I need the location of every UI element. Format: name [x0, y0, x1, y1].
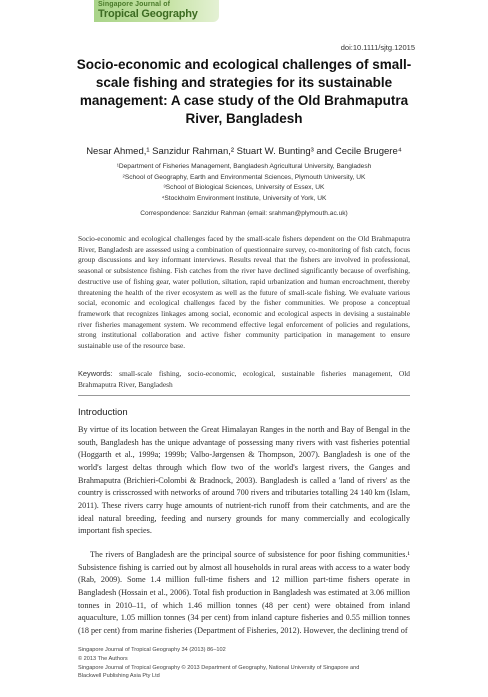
affiliation-1: ¹Department of Fisheries Management, Bangladesh Agricultural University, Bangladesh: [116, 163, 372, 170]
footer-publisher-1: Singapore Journal of Tropical Geography © 2013 Department of Geography, National University of Singapore and: [78, 664, 360, 671]
keywords: [78, 369, 410, 390]
journal-logo-line1: Singapore Journal of: [98, 1, 171, 8]
keywords-label: Keywords:: [78, 369, 113, 378]
affiliation-2: ²School of Geography, Earth and Environmental Sciences, Plymouth University, UK: [122, 173, 366, 181]
journal-logo-line2: Tropical Geography: [98, 8, 198, 20]
page-footer: [78, 646, 418, 681]
affiliations: [40, 162, 448, 204]
journal-logo: [94, 0, 219, 22]
footer-citation: Singapore Journal of Tropical Geography 34 (2013) 86–102: [78, 647, 226, 653]
author-list: Nesar Ahmed,¹ Sanzidur Rahman,² Stuart W. Bunting³ and Cecile Brugere⁴: [86, 146, 402, 157]
footer-copyright: © 2013 The Authors: [78, 655, 128, 662]
doi[interactable]: doi:10.1111/sjtg.12015: [340, 43, 415, 52]
correspondence: Correspondence: Sanzidur Rahman (email: srahman@plymouth.ac.uk): [140, 210, 348, 217]
affiliation-4: ⁴Stockholm Environment Institute, University of York, UK: [161, 194, 327, 202]
section-divider: [78, 395, 410, 396]
footer-publisher-2: Blackwell Publishing Asia Pty Ltd: [78, 673, 160, 680]
intro-paragraph-2: The rivers of Bangladesh are the principal source of subsistence for poor fishing communities.¹ Subsistence fishing is carried out by almost all households in rural areas with access to a water body (Rab, 2009). Some 1.4 million full-time fishers and 12 million part-time fishers operate in Bangladesh (Hossain et al., 2006). Total fish production in Bangladesh was estimated at 3.06 million tonnes in 2010–11, of which 1.46 million tonnes (48 per cent) were obtained from inland aquaculture, 1.05 million tonnes (34 per cent) from inland capture fisheries and 0.55 million tonnes (18 per cent) from marine fisheries (Department of Fisheries, 2012). However, the declining trend of: [78, 550, 410, 635]
abstract: Socio-economic and ecological challenges faced by the small-scale fishers dependent on the Old Brahmaputra River, Bangladesh are assessed using a combination of questionnaire survey, co-monitoring of fish catch, focus group discussions and key informant interviews. Results reveal that the fishers are involved in professional, seasonal or subsistence fishing. Fish catches from the river have declined significantly because of overfishing, destructive use of fishing gear, water pollution, siltation, rapid urbanization and human encroachment, thereby threatening the health of the river ecosystem as well as the future of small-scale fishing. We evaluate various social, economic and ecological challenges faced by the fisher communities. We propose a conceptual framework that recognizes linkages among social, economic and ecological aspects in devising a sustainable river fisheries management system. We recommend effective legal enforcement of policies and regulations, strong institutional collaboration and active fisher community participation in management to ensure sustainable use of the resource base.: [78, 234, 410, 351]
keywords-list: small-scale fishing, socio-economic, ecological, sustainable fisheries management, Old Brahmaputra River, Bangladesh: [78, 369, 410, 389]
intro-paragraph-1: By virtue of its location between the Great Himalayan Ranges in the north and Bay of Bengal in the south, Bangladesh has the unique advantage of possessing many rivers with vast fisheries potential (Hoggarth et al., 1999a; 1999b; Valbo-Jørgensen & Thompson, 2007). Bangladesh is one of the world's largest deltas through which flow two of the world's largest rivers, the Ganges and Brahmaputra (Brichieri-Colombi & Bradnock, 2003). Bangladesh is called a 'land of rivers' as the country is crisscrossed with networks of around 700 rivers and tributaries totalling 24 140 km (Islam, 2011). These rivers carry huge amounts of nutrient-rich runoff from their catchments, and are the ideal natural breeding, feeding and nursery grounds for many commercially and ecologically important fish species.: [78, 425, 410, 536]
affiliation-3: ³School of Biological Sciences, University of Essex, UK: [163, 184, 325, 191]
section-heading-introduction: Introduction: [78, 407, 128, 418]
article-title: Socio-economic and ecological challenges of small-scale fishing and strategies for its sustainable management: A case study of the Old Brahmaputra River, Bangladesh: [76, 57, 412, 126]
